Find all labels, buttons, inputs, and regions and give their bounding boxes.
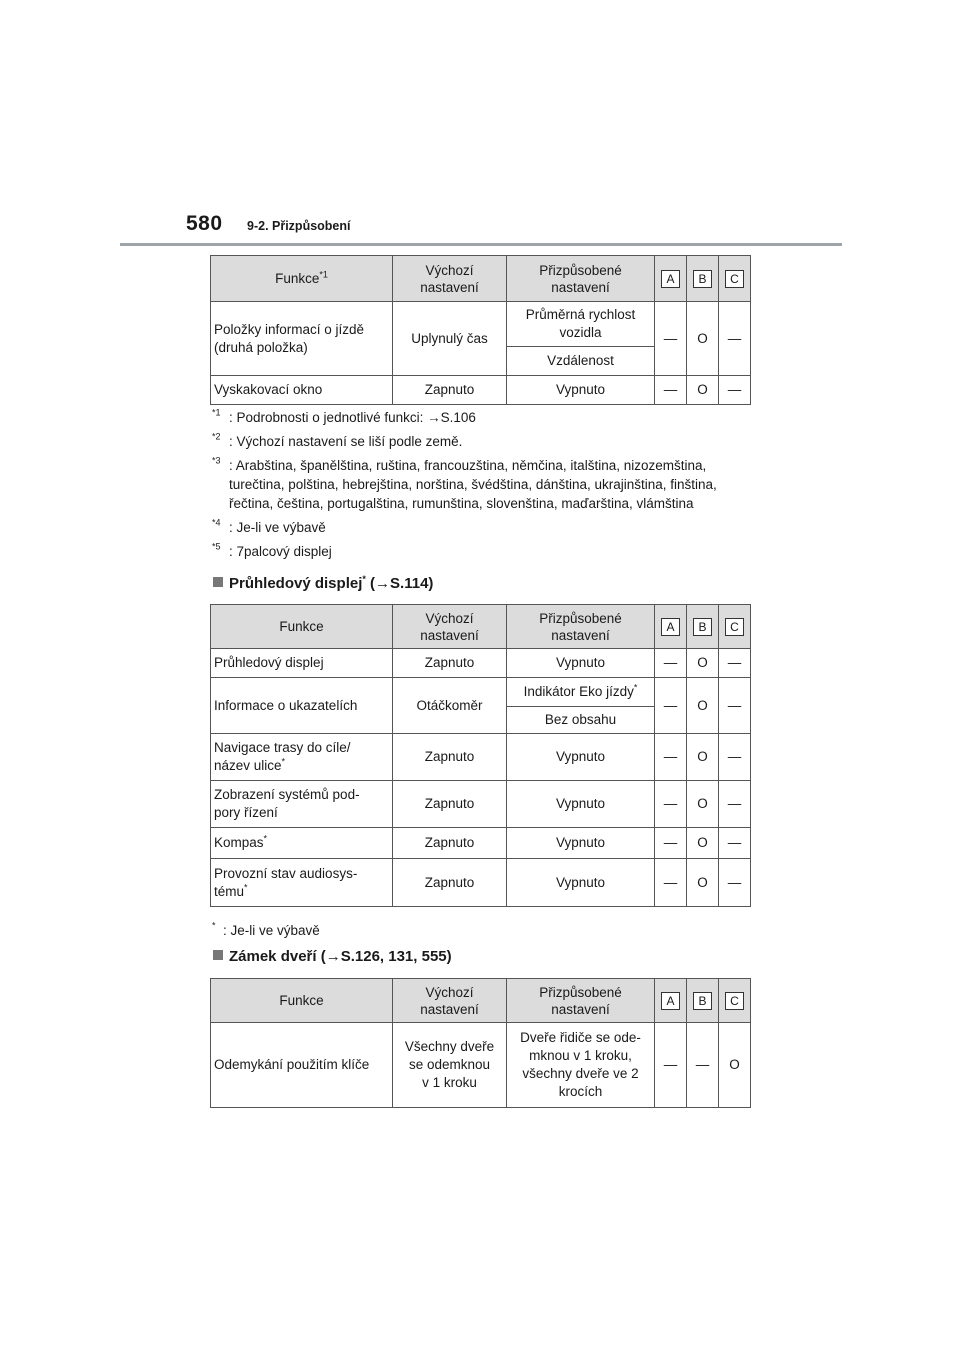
col-c	[719, 979, 751, 1023]
cell-b: O	[687, 302, 719, 376]
cell-c: —	[719, 649, 751, 678]
table-row	[211, 859, 751, 907]
cell-c: —	[719, 828, 751, 859]
table-door-lock	[210, 978, 751, 1108]
cell-c: —	[719, 302, 751, 376]
footnote: $^{*1}$ : Podrobnosti o jednotlivé funkci: →S.106	[212, 407, 476, 425]
cell-default: Uplynulý čas	[393, 302, 507, 376]
col-function: Funkce	[211, 979, 393, 1023]
cell-default: Otáčkoměr	[393, 678, 507, 734]
cell-custom: Průměrná rychlost vozidla	[507, 302, 655, 347]
footnotes-2	[212, 921, 320, 945]
cell-b: O	[687, 828, 719, 859]
cell-custom: Vypnuto	[507, 649, 655, 678]
box-c: C	[725, 992, 744, 1010]
table-header-row	[211, 256, 751, 302]
cell-function: Navigace trasy do cíle/ název ulice*	[211, 734, 393, 781]
heading-square-icon	[213, 577, 223, 587]
footnote: $^{*2}$ : Výchozí nastavení se liší podle země.	[212, 431, 463, 449]
footnote: $^{*4}$ : Je-li ve výbavě	[212, 517, 326, 535]
cell-custom: Vypnuto	[507, 376, 655, 405]
cell-a: —	[655, 649, 687, 678]
cell-c: O	[719, 1023, 751, 1108]
cell-default: Zapnuto	[393, 859, 507, 907]
cell-custom: Bez obsahu	[507, 707, 655, 734]
cell-a: —	[655, 828, 687, 859]
col-custom: Přizpůsobené nastavení	[507, 979, 655, 1023]
footnotes-1	[212, 408, 752, 566]
cell-custom: Vzdálenost	[507, 347, 655, 376]
table-row	[211, 781, 751, 828]
cell-a: —	[655, 859, 687, 907]
cell-function: Provozní stav audiosys- tému*	[211, 859, 393, 907]
cell-c: —	[719, 781, 751, 828]
col-b	[687, 256, 719, 302]
col-a	[655, 979, 687, 1023]
table-row	[211, 734, 751, 781]
cell-default: Zapnuto	[393, 828, 507, 859]
heading-door-lock: Zámek dveří (→S.126, 131, 555)	[213, 948, 452, 965]
box-b: B	[693, 270, 712, 288]
footnote: $^{*3}$ : Arabština, španělština, ruština, francouzština, němčina, italština, nizozemština, turečtina, polština, hebrejština, norština, švédština, dánština, ukrajinština, finština, řečtina, čeština, portugalština, rumunština, slovenština, maďarština, vlámština	[212, 455, 717, 511]
col-c	[719, 605, 751, 649]
cell-default: Všechny dveře se odemknou v 1 kroku	[393, 1023, 507, 1108]
cell-c: —	[719, 734, 751, 781]
cell-b: O	[687, 859, 719, 907]
cell-a: —	[655, 1023, 687, 1108]
cell-c: —	[719, 859, 751, 907]
cell-a: —	[655, 734, 687, 781]
cell-custom: Dveře řidiče se ode- mknou v 1 kroku, všechny dveře ve 2 krocích	[507, 1023, 655, 1108]
cell-default: Zapnuto	[393, 649, 507, 678]
col-default: Výchozí nastavení	[393, 979, 507, 1023]
cell-custom: Vypnuto	[507, 828, 655, 859]
cell-function: Informace o ukazatelích	[211, 678, 393, 734]
cell-custom: Vypnuto	[507, 859, 655, 907]
cell-function: Kompas*	[211, 828, 393, 859]
box-b: B	[693, 618, 712, 636]
col-function: Funkce	[211, 605, 393, 649]
col-b	[687, 979, 719, 1023]
cell-custom: Vypnuto	[507, 734, 655, 781]
col-custom: Přizpůsobené nastavení	[507, 256, 655, 302]
table-row	[211, 302, 751, 347]
section-title: 9-2. Přizpůsobení	[247, 219, 351, 233]
table-row	[211, 678, 751, 707]
cell-b: O	[687, 734, 719, 781]
col-custom: Přizpůsobené nastavení	[507, 605, 655, 649]
cell-custom: Vypnuto	[507, 781, 655, 828]
box-c: C	[725, 270, 744, 288]
footnote: * : Je-li ve výbavě	[212, 920, 320, 938]
cell-b: O	[687, 376, 719, 405]
page-number: 580	[186, 212, 223, 235]
table-row	[211, 1023, 751, 1108]
cell-default: Zapnuto	[393, 734, 507, 781]
cell-a: —	[655, 781, 687, 828]
col-a	[655, 256, 687, 302]
table-header-row	[211, 605, 751, 649]
cell-default: Zapnuto	[393, 781, 507, 828]
heading-square-icon	[213, 950, 223, 960]
col-default: Výchozí nastavení	[393, 605, 507, 649]
footnote: $^{*5}$ : 7palcový displej	[212, 541, 332, 559]
cell-default: Zapnuto	[393, 376, 507, 405]
box-b: B	[693, 992, 712, 1010]
cell-custom: Indikátor Eko jízdy*	[507, 678, 655, 707]
cell-a: —	[655, 376, 687, 405]
box-a: A	[661, 992, 680, 1010]
box-c: C	[725, 618, 744, 636]
col-b	[687, 605, 719, 649]
cell-a: —	[655, 302, 687, 376]
cell-function: Zobrazení systémů pod- pory řízení	[211, 781, 393, 828]
col-c	[719, 256, 751, 302]
cell-function: Odemykání použitím klíče	[211, 1023, 393, 1108]
box-a: A	[661, 618, 680, 636]
table-hud	[210, 604, 751, 907]
table-row	[211, 649, 751, 678]
cell-b: O	[687, 678, 719, 734]
col-function: Funkce$^{*1}$	[211, 256, 393, 302]
cell-function: Položky informací o jízdě (druhá položka)	[211, 302, 393, 376]
heading-hud: Průhledový displej* (→S.114)	[213, 575, 433, 592]
cell-b: O	[687, 781, 719, 828]
col-default: Výchozí nastavení	[393, 256, 507, 302]
cell-function: Průhledový displej	[211, 649, 393, 678]
table-trip-info	[210, 255, 751, 405]
table-header-row	[211, 979, 751, 1023]
header-divider	[120, 243, 842, 246]
table-row	[211, 376, 751, 405]
cell-function: Vyskakovací okno	[211, 376, 393, 405]
cell-a: —	[655, 678, 687, 734]
col-a	[655, 605, 687, 649]
cell-b: O	[687, 649, 719, 678]
box-a: A	[661, 270, 680, 288]
cell-c: —	[719, 376, 751, 405]
cell-c: —	[719, 678, 751, 734]
cell-b: —	[687, 1023, 719, 1108]
table-row	[211, 828, 751, 859]
